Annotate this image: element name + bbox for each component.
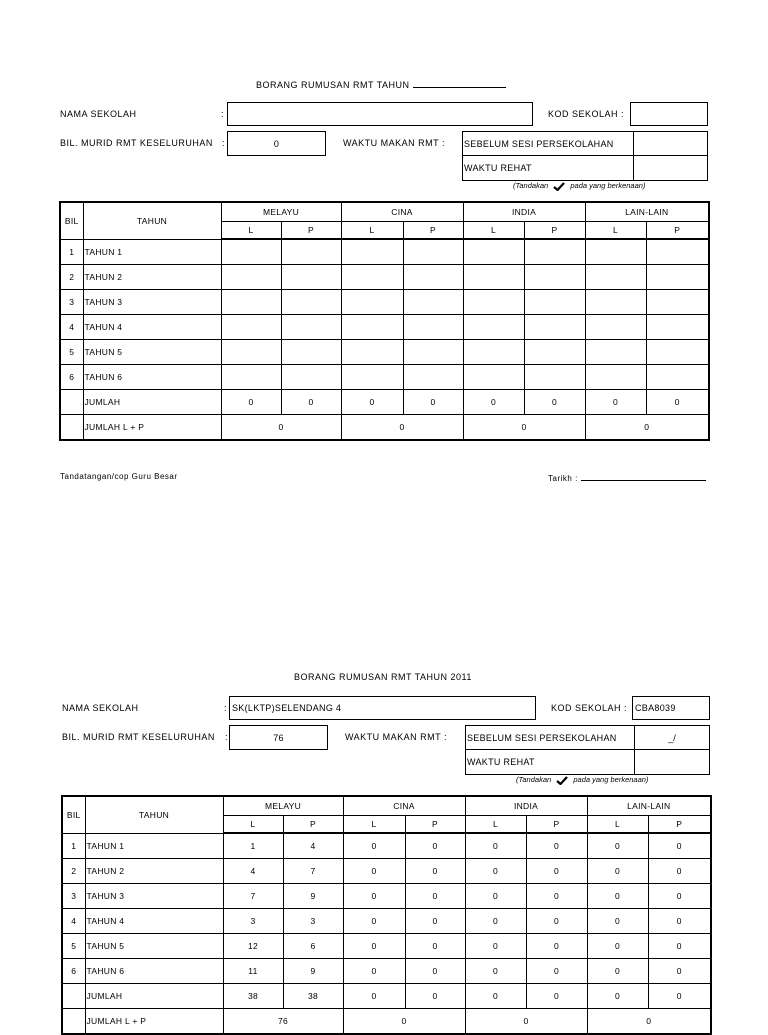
row-bil: 6 xyxy=(60,365,83,390)
group-header: MELAYU xyxy=(223,796,343,816)
option-rehat-checkbox[interactable] xyxy=(634,750,709,774)
jumlah-cell: 0 xyxy=(221,390,281,415)
group-header: MELAYU xyxy=(221,202,341,222)
gender-header: P xyxy=(646,222,709,240)
jumlah-lp-cell: 0 xyxy=(465,1009,587,1035)
note-post: pada yang berkenaan) xyxy=(573,775,649,784)
jumlah-lp-cell: 0 xyxy=(343,1009,465,1035)
table-row xyxy=(62,934,711,959)
count-cell[interactable]: 0 xyxy=(587,859,648,884)
row-bil: 5 xyxy=(62,934,85,959)
option-rehat-label: WAKTU REHAT xyxy=(464,163,532,173)
jumlah-label: JUMLAH xyxy=(85,984,223,1009)
row-bil-empty xyxy=(62,984,85,1009)
checkmark-icon xyxy=(556,776,568,785)
row-label: TAHUN 2 xyxy=(83,265,221,290)
row-bil: 1 xyxy=(62,833,85,859)
gender-header: L xyxy=(463,222,524,240)
tahun-header: TAHUN xyxy=(83,202,221,239)
bil-murid-label: BIL. MURID RMT KESELURUHAN xyxy=(62,732,215,742)
nama-sekolah-colon: : xyxy=(221,109,225,119)
count-cell[interactable]: 0 xyxy=(405,859,465,884)
jumlah-lp-cell: 76 xyxy=(223,1009,343,1035)
nama-sekolah-field[interactable]: SK(LKTP)SELENDANG 4 xyxy=(229,696,536,720)
row-bil: 6 xyxy=(62,959,85,984)
row-bil-empty xyxy=(62,1009,85,1035)
jumlah-cell: 38 xyxy=(223,984,283,1009)
jumlah-cell: 38 xyxy=(283,984,343,1009)
row-label: TAHUN 6 xyxy=(83,365,221,390)
bil-murid-label: BIL. MURID RMT KESELURUHAN xyxy=(60,138,213,148)
jumlah-row xyxy=(62,984,711,1009)
jumlah-cell: 0 xyxy=(648,984,711,1009)
row-bil: 5 xyxy=(60,340,83,365)
option-sebelum-label: SEBELUM SESI PERSEKOLAHAN xyxy=(466,726,634,750)
gender-header: P xyxy=(526,816,587,834)
count-cell[interactable]: 0 xyxy=(343,833,405,859)
count-cell[interactable]: 0 xyxy=(587,934,648,959)
note-pre: (Tandakan xyxy=(513,181,549,190)
kod-sekolah-label: KOD SEKOLAH : xyxy=(548,109,625,119)
count-cell[interactable]: 4 xyxy=(223,859,283,884)
row-bil: 2 xyxy=(62,859,85,884)
jumlah-cell: 0 xyxy=(585,390,646,415)
count-cell[interactable]: 6 xyxy=(283,934,343,959)
tick-instruction xyxy=(516,775,648,785)
count-cell[interactable]: 0 xyxy=(405,909,465,934)
row-bil: 3 xyxy=(62,884,85,909)
row-label: TAHUN 1 xyxy=(85,833,223,859)
jumlah-cell: 0 xyxy=(587,984,648,1009)
group-header: LAIN-LAIN xyxy=(587,796,711,816)
count-cell[interactable]: 0 xyxy=(526,859,587,884)
jumlah-label: JUMLAH xyxy=(83,390,221,415)
count-cell[interactable]: 11 xyxy=(223,959,283,984)
gender-header: L xyxy=(587,816,648,834)
count-cell[interactable]: 0 xyxy=(648,859,711,884)
group-header: INDIA xyxy=(465,796,587,816)
row-bil: 3 xyxy=(60,290,83,315)
row-label: TAHUN 3 xyxy=(85,884,223,909)
count-cell[interactable]: 0 xyxy=(648,934,711,959)
count-cell[interactable]: 0 xyxy=(405,959,465,984)
count-cell[interactable]: 3 xyxy=(283,909,343,934)
count-cell[interactable]: 0 xyxy=(587,833,648,859)
waktu-makan-label: WAKTU MAKAN RMT : xyxy=(345,732,448,742)
jumlah-cell: 0 xyxy=(526,984,587,1009)
bil-murid-field[interactable]: 0 xyxy=(227,131,326,156)
kod-sekolah-label: KOD SEKOLAH : xyxy=(551,703,628,713)
count-cell[interactable]: 0 xyxy=(648,833,711,859)
jumlah-cell: 0 xyxy=(465,984,526,1009)
gender-header: P xyxy=(524,222,585,240)
jumlah-cell: 0 xyxy=(343,984,405,1009)
tarikh-label: Tarikh : xyxy=(548,474,578,483)
nama-sekolah-colon: : xyxy=(224,703,228,713)
row-bil: 4 xyxy=(60,315,83,340)
row-label: TAHUN 2 xyxy=(85,859,223,884)
jumlah-cell: 0 xyxy=(524,390,585,415)
row-label: TAHUN 5 xyxy=(85,934,223,959)
jumlah-cell: 0 xyxy=(403,390,463,415)
count-cell[interactable]: 0 xyxy=(465,909,526,934)
table-row xyxy=(62,959,711,984)
gender-header: P xyxy=(405,816,465,834)
gender-header: P xyxy=(403,222,463,240)
jumlah-lp-cell: 0 xyxy=(341,415,463,441)
option-sebelum-label: SEBELUM SESI PERSEKOLAHAN xyxy=(463,132,633,156)
count-cell[interactable]: 0 xyxy=(465,833,526,859)
bil-header: BIL xyxy=(60,202,83,239)
nama-sekolah-label: NAMA SEKOLAH xyxy=(60,109,137,119)
count-cell[interactable]: 0 xyxy=(405,833,465,859)
jumlah-lp-cell: 0 xyxy=(463,415,585,441)
count-cell[interactable]: 0 xyxy=(465,934,526,959)
count-cell[interactable]: 0 xyxy=(405,884,465,909)
waktu-makan-label: WAKTU MAKAN RMT : xyxy=(343,138,446,148)
count-cell[interactable]: 7 xyxy=(283,859,343,884)
tahun-header: TAHUN xyxy=(85,796,223,833)
count-cell[interactable]: 0 xyxy=(648,909,711,934)
row-label: TAHUN 1 xyxy=(83,239,221,265)
count-cell[interactable]: 0 xyxy=(526,884,587,909)
jumlah-lp-row xyxy=(62,1009,711,1035)
option-rehat-label: WAKTU REHAT xyxy=(467,757,535,767)
row-label: TAHUN 4 xyxy=(83,315,221,340)
bil-murid-colon: : xyxy=(225,732,229,742)
group-header: LAIN-LAIN xyxy=(585,202,709,222)
gender-header: L xyxy=(221,222,281,240)
bil-murid-colon: : xyxy=(222,138,226,148)
gender-header: L xyxy=(223,816,283,834)
gender-header: L xyxy=(465,816,526,834)
jumlah-cell: 0 xyxy=(463,390,524,415)
count-cell[interactable]: 0 xyxy=(526,959,587,984)
count-cell[interactable]: 3 xyxy=(223,909,283,934)
count-cell[interactable]: 0 xyxy=(465,959,526,984)
count-cell[interactable]: 0 xyxy=(405,934,465,959)
count-cell[interactable]: 0 xyxy=(343,934,405,959)
row-bil: 1 xyxy=(60,239,83,265)
row-bil: 2 xyxy=(60,265,83,290)
group-header: CINA xyxy=(341,202,463,222)
jumlah-cell: 0 xyxy=(405,984,465,1009)
count-cell[interactable]: 0 xyxy=(526,909,587,934)
jumlah-cell: 0 xyxy=(646,390,709,415)
count-cell[interactable]: 0 xyxy=(587,909,648,934)
table-row xyxy=(62,859,711,884)
row-label: TAHUN 5 xyxy=(83,340,221,365)
count-cell[interactable]: 0 xyxy=(465,859,526,884)
count-cell[interactable]: 0 xyxy=(648,959,711,984)
form-title-text: BORANG RUMUSAN RMT TAHUN xyxy=(294,672,448,682)
gender-header: L xyxy=(585,222,646,240)
count-cell[interactable]: 4 xyxy=(283,833,343,859)
note-post: pada yang berkenaan) xyxy=(570,181,646,190)
count-cell[interactable]: 12 xyxy=(223,934,283,959)
jumlah-lp-label: JUMLAH L + P xyxy=(83,415,221,441)
jumlah-lp-cell: 0 xyxy=(585,415,709,441)
group-header: INDIA xyxy=(463,202,585,222)
jumlah-lp-cell: 0 xyxy=(587,1009,711,1035)
table-row xyxy=(62,884,711,909)
nama-sekolah-label: NAMA SEKOLAH xyxy=(62,703,139,713)
count-cell[interactable]: 9 xyxy=(283,959,343,984)
row-label: TAHUN 4 xyxy=(85,909,223,934)
signature-label: Tandatangan/cop Guru Besar xyxy=(60,472,178,481)
count-cell[interactable]: 0 xyxy=(587,959,648,984)
count-cell[interactable]: 0 xyxy=(465,884,526,909)
form-title xyxy=(294,672,472,682)
count-cell[interactable]: 0 xyxy=(587,884,648,909)
row-bil: 4 xyxy=(62,909,85,934)
gender-header: L xyxy=(343,816,405,834)
jumlah-cell: 0 xyxy=(281,390,341,415)
gender-header: P xyxy=(283,816,343,834)
gender-header: P xyxy=(281,222,341,240)
summary-table xyxy=(61,795,712,1035)
jumlah-lp-cell: 0 xyxy=(221,415,341,441)
count-cell[interactable]: 0 xyxy=(343,859,405,884)
table-row xyxy=(62,833,711,859)
count-cell[interactable]: 9 xyxy=(283,884,343,909)
kod-sekolah-field[interactable]: CBA8039 xyxy=(632,696,710,720)
jumlah-cell: 0 xyxy=(341,390,403,415)
form-title-text: BORANG RUMUSAN RMT TAHUN xyxy=(256,80,410,90)
jumlah-lp-label: JUMLAH L + P xyxy=(85,1009,223,1035)
count-cell[interactable]: 0 xyxy=(343,884,405,909)
row-label: TAHUN 6 xyxy=(85,959,223,984)
note-pre: (Tandakan xyxy=(516,775,552,784)
table-row xyxy=(62,909,711,934)
option-sebelum-checkbox[interactable]: _/ xyxy=(634,726,709,750)
gender-header: P xyxy=(648,816,711,834)
count-cell[interactable]: 1 xyxy=(223,833,283,859)
count-cell[interactable]: 0 xyxy=(526,934,587,959)
form-year: 2011 xyxy=(450,672,472,682)
count-cell[interactable]: 0 xyxy=(526,833,587,859)
count-cell[interactable]: 0 xyxy=(343,959,405,984)
bil-murid-field[interactable]: 76 xyxy=(229,725,328,750)
gender-header: L xyxy=(341,222,403,240)
count-cell[interactable]: 0 xyxy=(648,884,711,909)
waktu-makan-options xyxy=(465,725,710,775)
group-header: CINA xyxy=(343,796,465,816)
count-cell[interactable]: 7 xyxy=(223,884,283,909)
row-label: TAHUN 3 xyxy=(83,290,221,315)
bil-header: BIL xyxy=(62,796,85,833)
count-cell[interactable]: 0 xyxy=(343,909,405,934)
